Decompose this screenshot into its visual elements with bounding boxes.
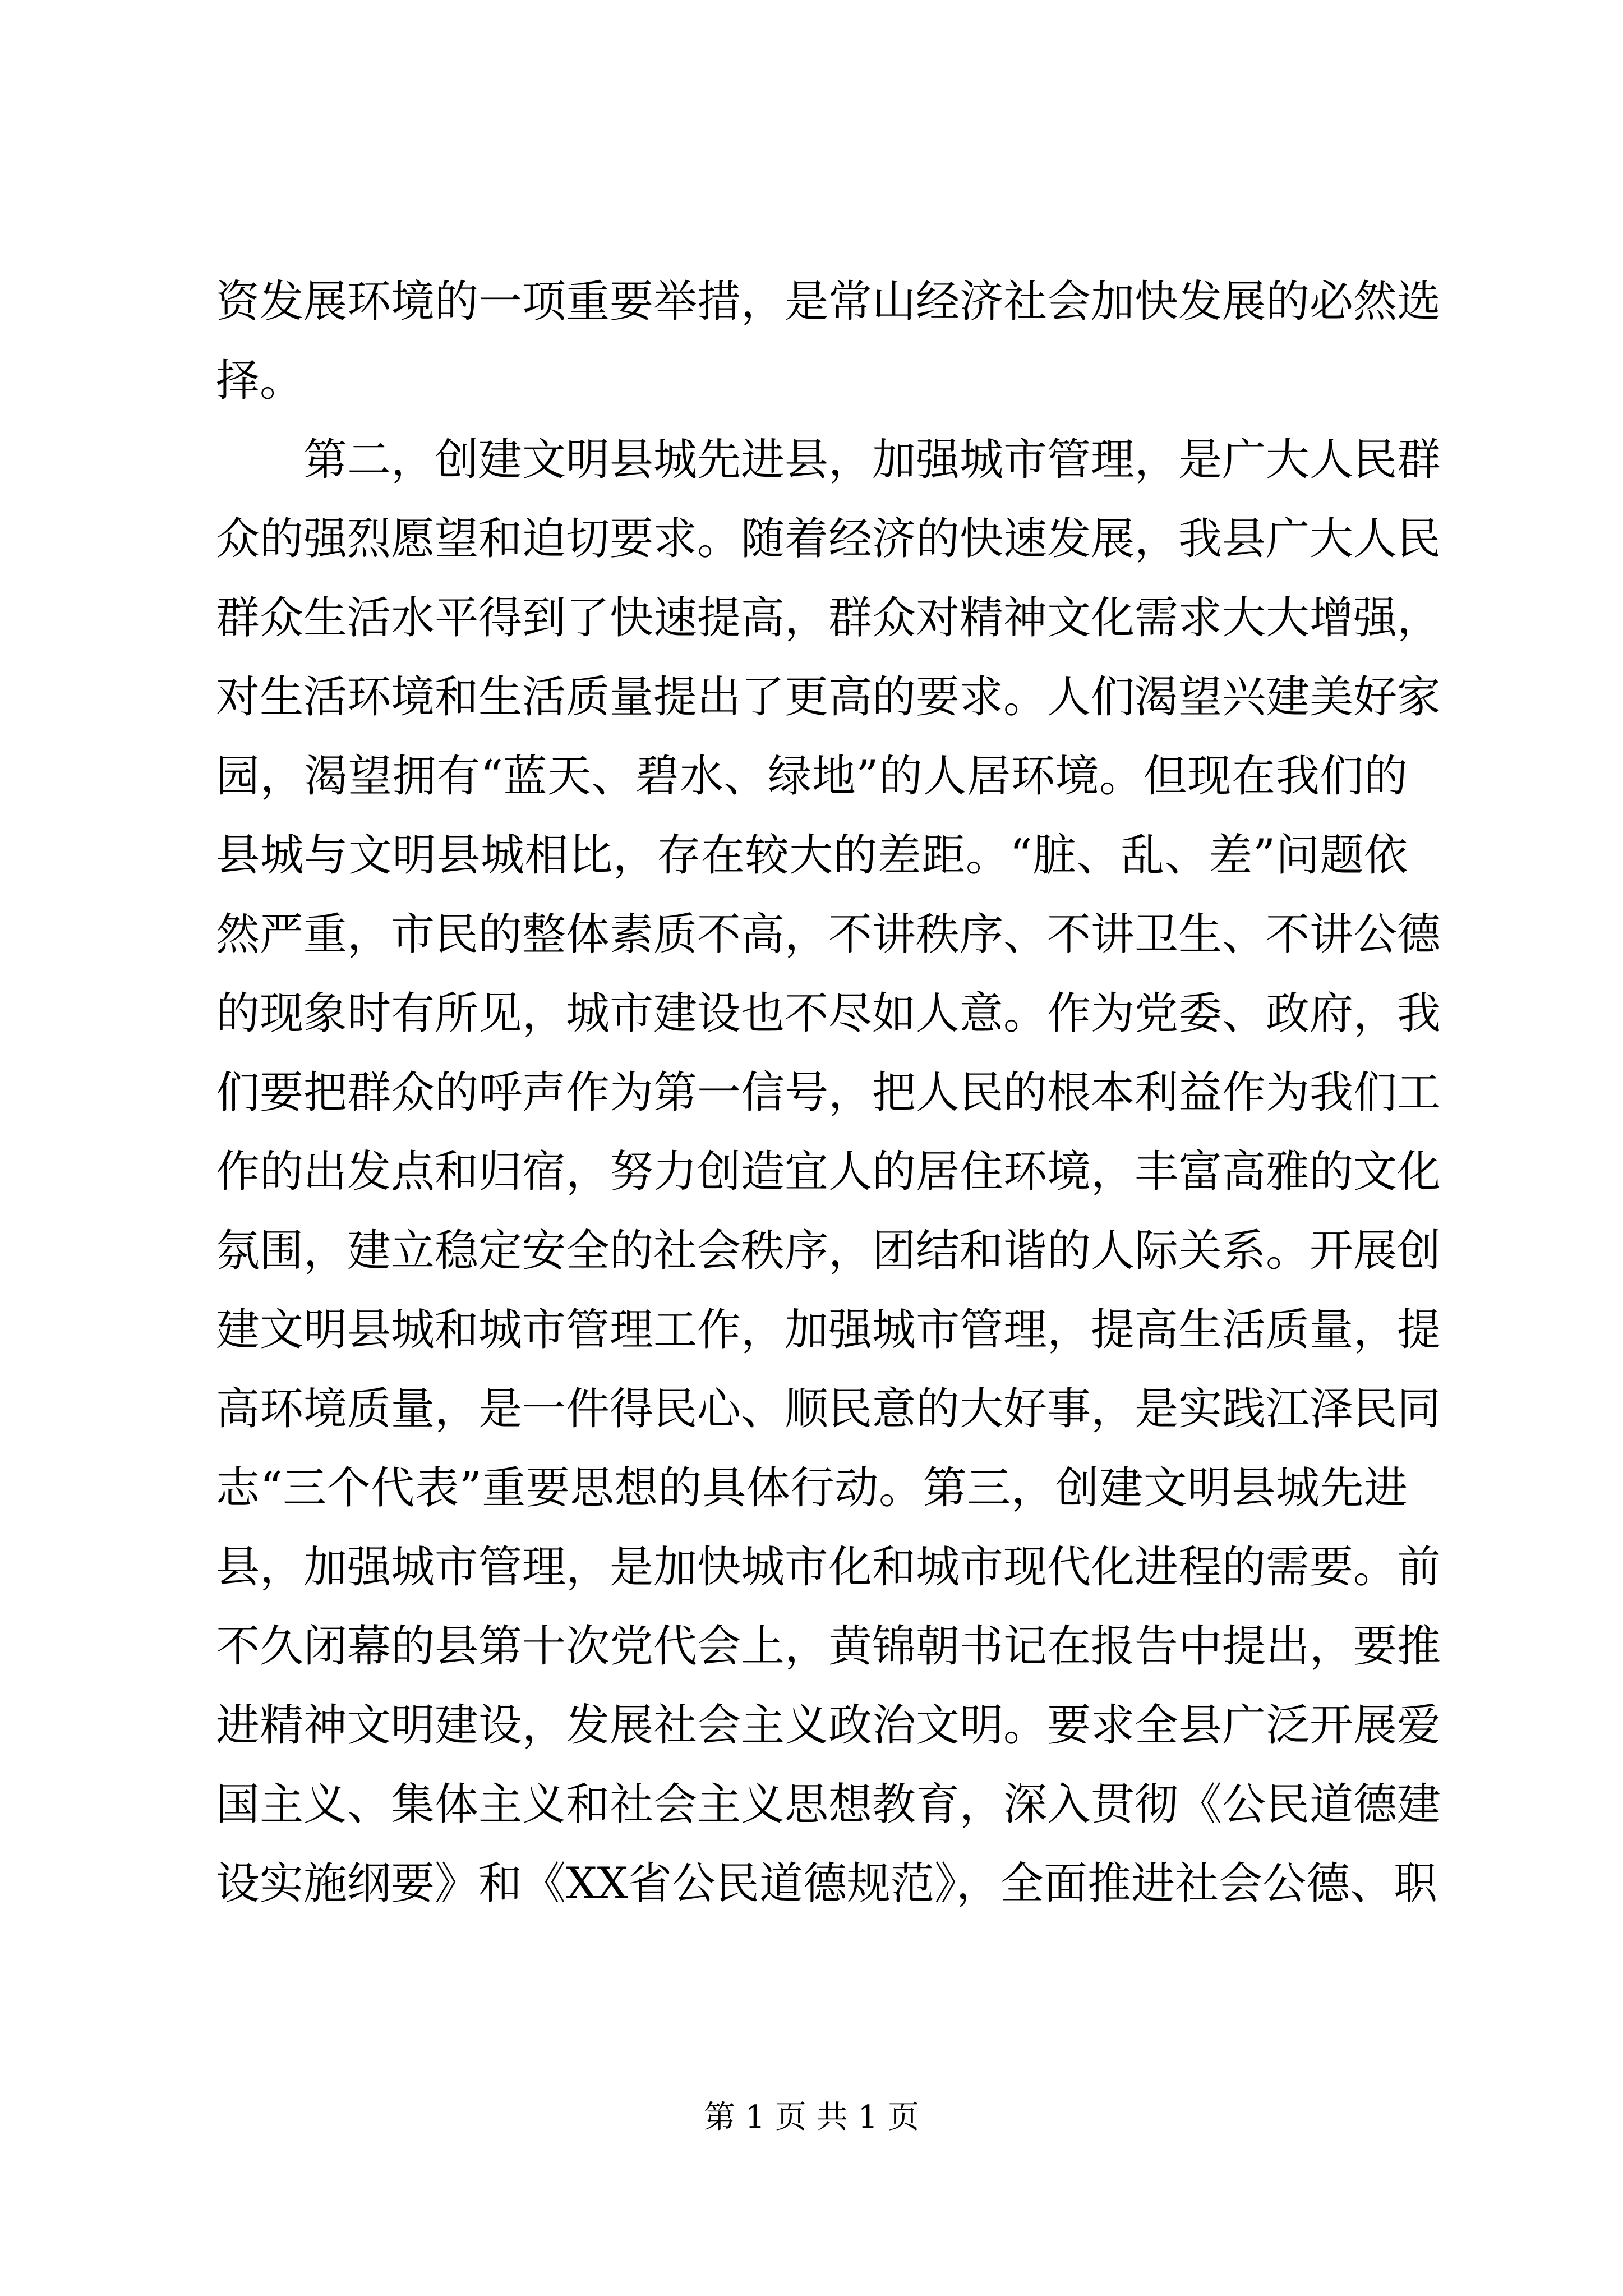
text-line: 县，加强城市管理，是加快城市化和城市现代化进程的需要。前 — [216, 1542, 1441, 1593]
text-line: 进精神文明建设，发展社会主义政治文明。要求全县广泛开展爱 — [216, 1700, 1441, 1751]
text-line: 园，渴望拥有“蓝天、碧水、绿地”的人居环境。但现在我们的 — [216, 751, 1408, 802]
text-line: 建文明县城和城市管理工作，加强城市管理，提高生活质量，提 — [216, 1305, 1441, 1355]
text-line: 氛围，建立稳定安全的社会秩序，团结和谐的人际关系。开展创 — [216, 1226, 1441, 1276]
text-line: 对生活环境和生活质量提出了更高的要求。人们渴望兴建美好家 — [216, 672, 1441, 723]
text-line: 资发展环境的一项重要举措，是常山经济社会加快发展的必然选 — [216, 277, 1441, 327]
text-line: 设实施纲要》和《XX省公民道德规范》，全面推进社会公德、职 — [216, 1858, 1438, 1909]
text-line: 不久闭幕的县第十次党代会上，黄锦朝书记在报告中提出，要推 — [216, 1621, 1441, 1672]
page-footer — [0, 2095, 1623, 2140]
text-line: 志“三个代表”重要思想的具体行动。第三，创建文明县城先进 — [216, 1463, 1408, 1513]
text-line: 的现象时有所见，城市建设也不尽如人意。作为党委、政府，我 — [216, 988, 1441, 1039]
text-line: 然严重，市民的整体素质不高，不讲秩序、不讲卫生、不讲公德 — [216, 909, 1441, 960]
text-line: 群众生活水平得到了快速提高，群众对精神文化需求大大增强， — [216, 593, 1441, 643]
text-line: 择。 — [216, 356, 304, 406]
text-line: 高环境质量，是一件得民心、顺民意的大好事，是实践江泽民同 — [216, 1384, 1441, 1434]
text-line: 众的强烈愿望和迫切要求。随着经济的快速发展，我县广大人民 — [216, 514, 1441, 564]
paragraph-first-line: 第二，创建文明县城先进县，加强城市管理，是广大人民群 — [303, 435, 1441, 485]
text-line: 县城与文明县城相比，存在较大的差距。“脏、乱、差”问题依 — [216, 830, 1408, 881]
text-line: 国主义、集体主义和社会主义思想教育，深入贯彻《公民道德建 — [216, 1779, 1441, 1830]
document-body — [216, 263, 1441, 1924]
text-line: 们要把群众的呼声作为第一信号，把人民的根本利益作为我们工 — [216, 1068, 1441, 1118]
text-line: 作的出发点和归宿，努力创造宜人的居住环境，丰富高雅的文化 — [216, 1147, 1441, 1197]
page-number-label: 第 1 页 共 1 页 — [703, 2099, 920, 2136]
